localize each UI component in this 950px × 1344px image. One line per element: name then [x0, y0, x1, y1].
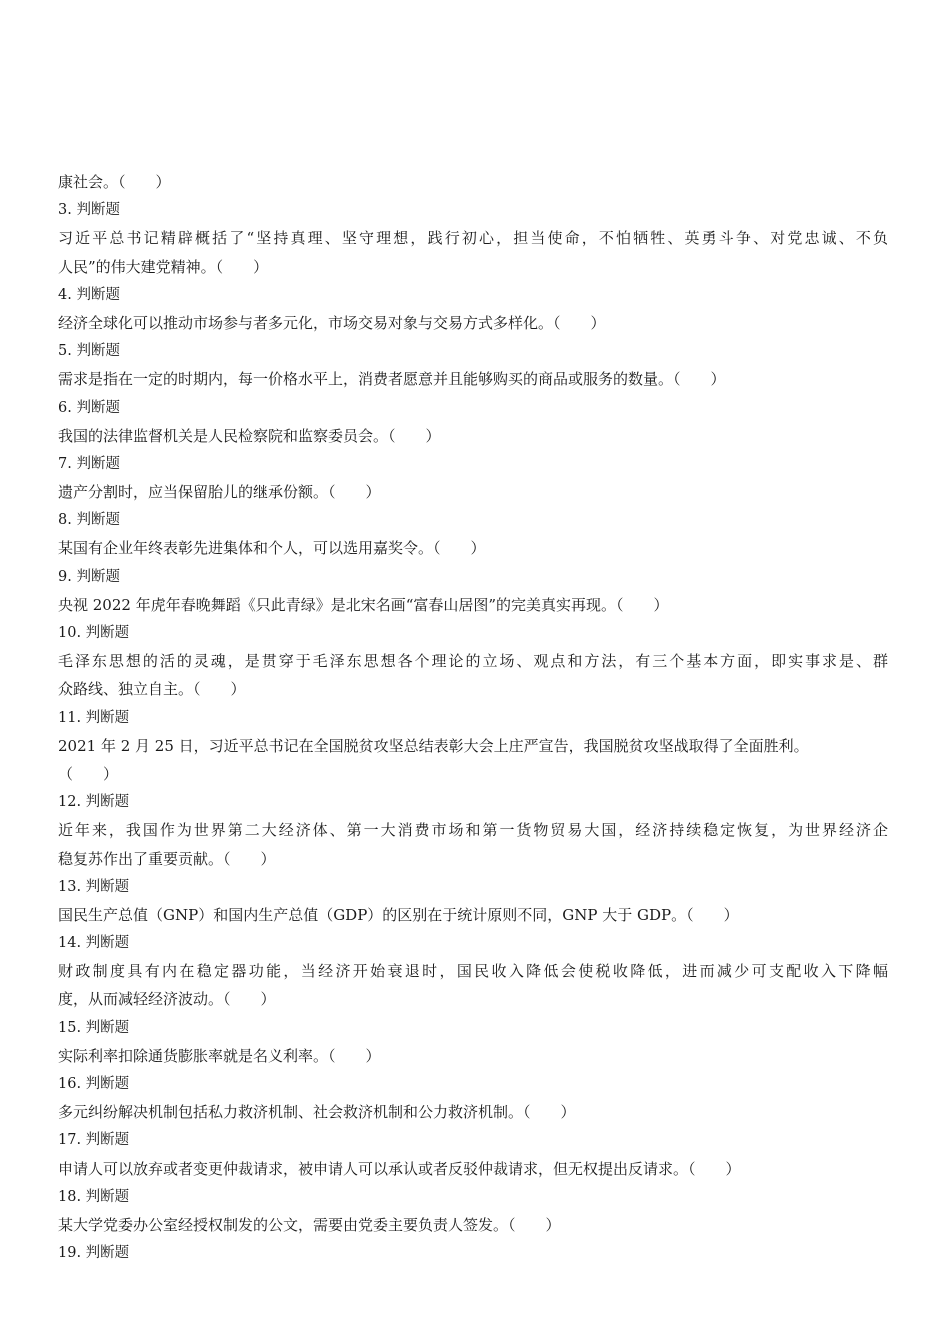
question-text-line: 财政制度具有内在稳定器功能，当经济开始衰退时，国民收入降低会使税收降低，进而减少可支配收入下降幅: [58, 962, 888, 981]
question-heading: 18. 判断题: [58, 1188, 130, 1205]
question-text-line: 需求是指在一定的时期内，每一价格水平上，消费者愿意并且能够购买的商品或服务的数量。（ ）: [58, 370, 726, 389]
question-text-line: 遗产分割时，应当保留胎儿的继承份额。（ ）: [58, 483, 381, 502]
question-heading: 19. 判断题: [58, 1245, 130, 1262]
question-heading: 5. 判断题: [58, 343, 120, 360]
question-text-line: 近年来，我国作为世界第二大经济体、第一大消费市场和第一货物贸易大国，经济持续稳定恢复，为世界经济企: [58, 821, 888, 840]
question-heading: 13. 判断题: [58, 878, 130, 895]
question-text-line: 习近平总书记精辟概括了“坚持真理、坚守理想，践行初心，担当使命，不怕牺牲、英勇斗争、对党忠诚、不负: [58, 229, 888, 248]
question-heading: 14. 判断题: [58, 935, 130, 952]
question-text-line: 某大学党委办公室经授权制发的公文，需要由党委主要负责人签发。（ ）: [58, 1215, 561, 1234]
question-text-line: 多元纠纷解决机制包括私力救济机制、社会救济机制和公力救济机制。（ ）: [58, 1103, 576, 1122]
question-heading: 4. 判断题: [58, 286, 120, 303]
question-heading: 12. 判断题: [58, 794, 130, 811]
question-text-line: 实际利率扣除通货膨胀率就是名义利率。（ ）: [58, 1046, 381, 1065]
question-text-line: 某国有企业年终表彰先进集体和个人，可以选用嘉奖令。（ ）: [58, 539, 486, 558]
question-heading: 10. 判断题: [58, 625, 130, 641]
question-text-line: 度，从而减轻经济波动。（ ）: [58, 990, 276, 1009]
question-heading: 7. 判断题: [58, 455, 120, 472]
document-page: [58, 168, 888, 1267]
question-heading: 9. 判断题: [58, 568, 120, 585]
question-text-line: （ ）: [58, 764, 119, 783]
question-text-line: 稳复苏作出了重要贡献。（ ）: [58, 849, 276, 868]
question-text-line: 国民生产总值（GNP）和国内生产总值（GDP）的区别在于统计原则不同，GNP 大于 GDP。（ ）: [58, 905, 739, 924]
question-text-line: 申请人可以放弃或者变更仲裁请求，被申请人可以承认或者反驳仲裁请求，但无权提出反请求。（ ）: [58, 1159, 741, 1178]
question-text-line: 人民”的伟大建党精神。（ ）: [58, 257, 269, 276]
question-text-line: 我国的法律监督机关是人民检察院和监察委员会。（ ）: [58, 426, 441, 445]
question-heading: 16. 判断题: [58, 1076, 130, 1092]
question-heading: 15. 判断题: [58, 1019, 130, 1036]
question-heading: 8. 判断题: [58, 512, 120, 529]
question-heading: 3. 判断题: [58, 202, 120, 219]
question-heading: 6. 判断题: [58, 399, 120, 416]
question-text-line: 众路线、独立自主。（ ）: [58, 680, 246, 699]
question-heading: 11. 判断题: [58, 709, 130, 726]
question-heading: 17. 判断题: [58, 1132, 130, 1149]
question-text-line: 央视 2022 年虎年春晚舞蹈《只此青绿》是北宋名画“富春山居图”的完美真实再现。（ ）: [58, 595, 669, 614]
question-text-line: 康社会。（ ）: [58, 173, 171, 191]
question-text-line: 经济全球化可以推动市场参与者多元化，市场交易对象与交易方式多样化。（ ）: [58, 313, 606, 332]
question-text-line: 毛泽东思想的活的灵魂，是贯穿于毛泽东思想各个理论的立场、观点和方法，有三个基本方面，即实事求是、群: [58, 652, 888, 671]
question-text-line: 2021 年 2 月 25 日，习近平总书记在全国脱贫攻坚总结表彰大会上庄严宣告，我国脱贫攻坚战取得了全面胜利。: [58, 736, 809, 755]
